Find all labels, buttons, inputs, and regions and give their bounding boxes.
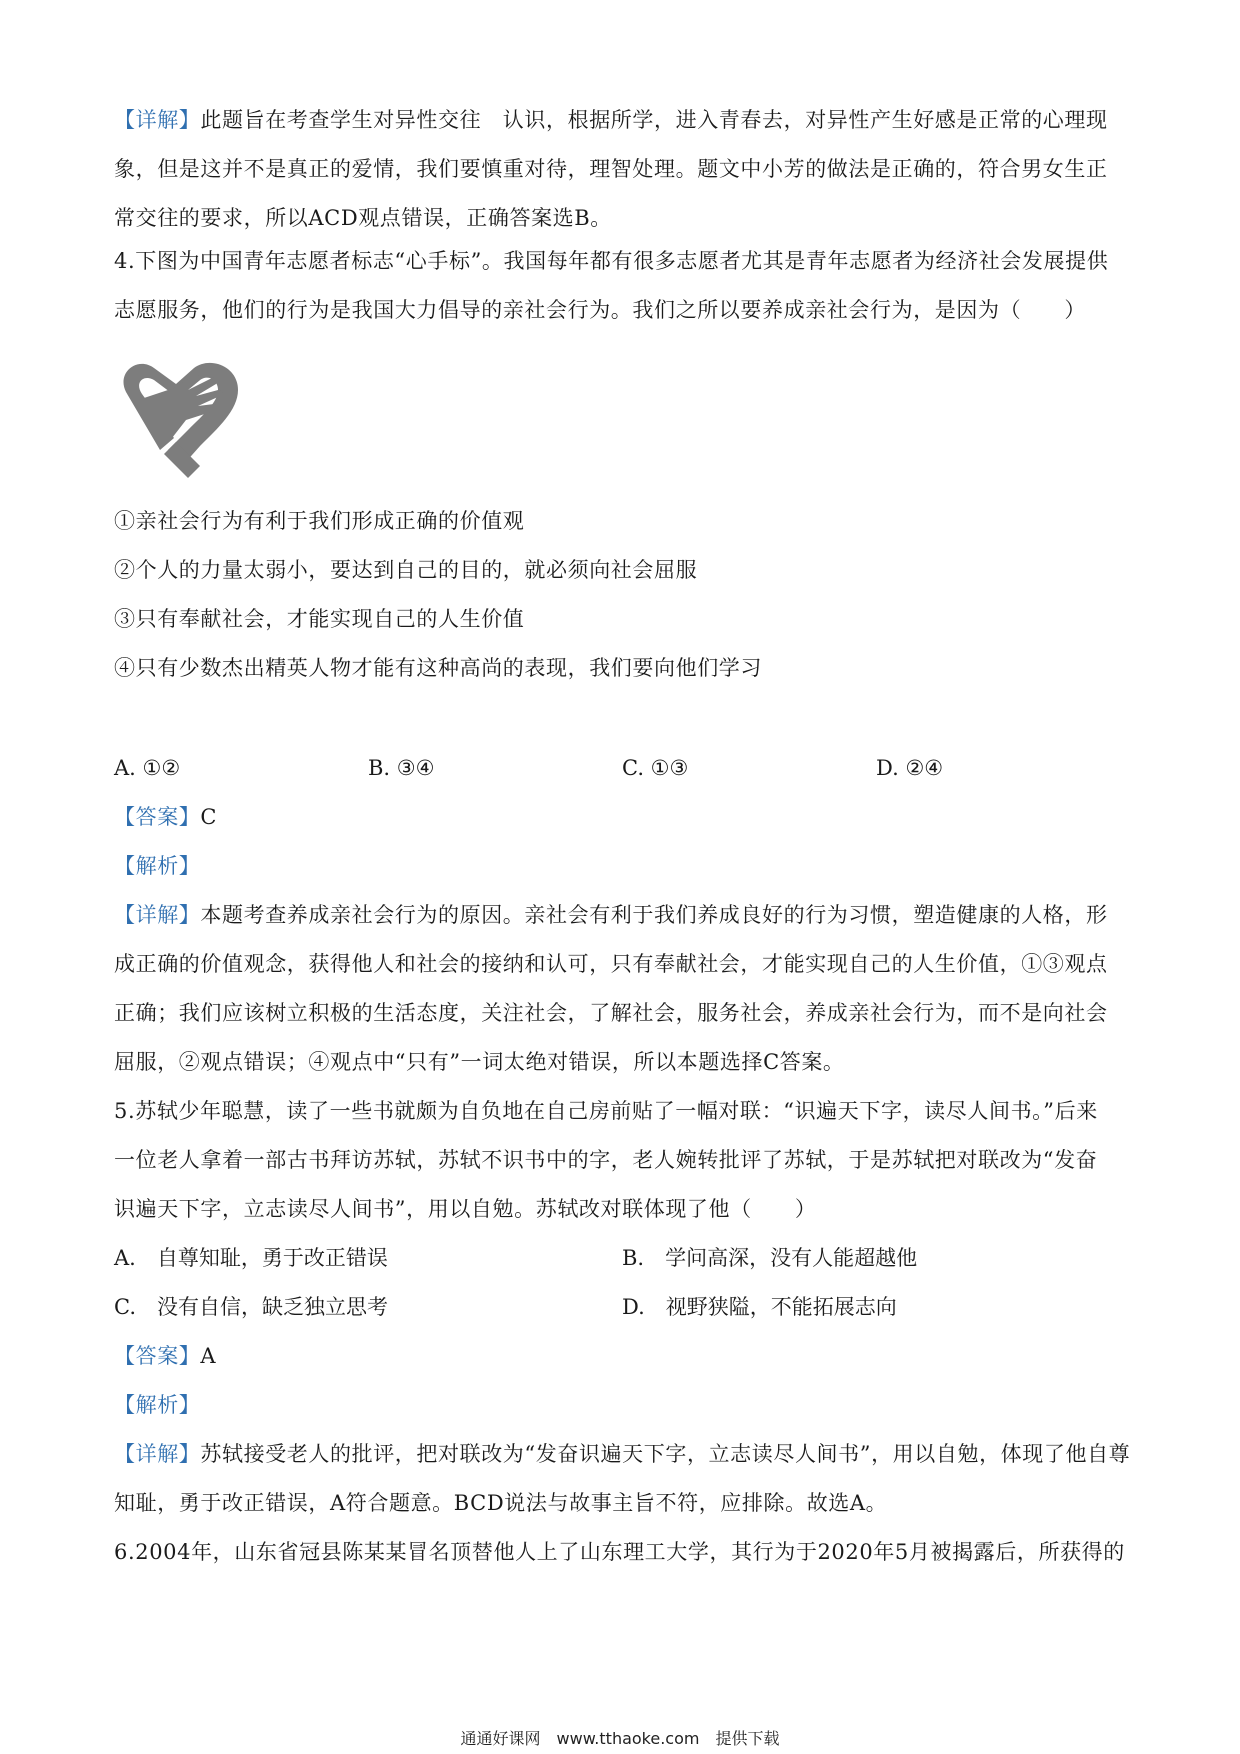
- q5-option-d: D. 视野狭隘，不能拓展志向: [622, 1295, 897, 1319]
- q4-detail-line: 成正确的价值观念，获得他人和社会的接纳和认可，只有奉献社会，才能实现自己的人生价值，①③观点: [114, 952, 1108, 976]
- analysis-tag: 【解析】: [114, 1393, 201, 1417]
- q5-stem-line: 一位老人拿着一部古书拜访苏轼，苏轼不识书中的字，老人婉转批评了苏轼，于是苏轼把对联改为“发奋: [114, 1148, 1098, 1172]
- q4-option-d: D. ②④: [876, 756, 944, 780]
- q6-stem-line: 6.2004年，山东省冠县陈某某冒名顶替他人上了山东理工大学，其行为于2020年5月被揭露后，所获得的: [114, 1540, 1125, 1564]
- q5-detail-line: 知耻，勇于改正错误，A符合题意。BCD说法与故事主旨不符，应排除。故选A。: [114, 1491, 888, 1515]
- q6-stem: [114, 1528, 1132, 1577]
- q5-option-a: A. 自尊知耻，勇于改正错误: [114, 1246, 388, 1270]
- q4-stem-line: 志愿服务，他们的行为是我国大力倡导的亲社会行为。我们之所以要养成亲社会行为，是因为（ ）: [114, 298, 1086, 322]
- q4-stem: [114, 237, 1132, 335]
- q5-stem-line: 识遍天下字，立志读尽人间书”，用以自勉。苏轼改对联体现了他（ ）: [114, 1197, 817, 1221]
- q3-detail: [114, 96, 1132, 243]
- q4-stem-line: 4.下图为中国青年志愿者标志“心手标”。我国每年都有很多志愿者尤其是青年志愿者为经济社会发展提供: [114, 249, 1109, 273]
- q5-answer: [114, 1332, 1132, 1381]
- q4-statements: [114, 497, 1132, 693]
- q4-options: [114, 744, 1132, 793]
- q4-statement: ②个人的力量太弱小，要达到自己的目的，就必须向社会屈服: [114, 558, 698, 582]
- detail-tag: 【详解】: [114, 1442, 201, 1466]
- q3-detail-line: 此题旨在考查学生对异性交往 认识，根据所学，进入青春去，对异性产生好感是正常的心理现: [200, 108, 1108, 132]
- analysis-tag: 【解析】: [114, 854, 201, 878]
- detail-tag: 【详解】: [114, 108, 201, 132]
- q4-detail-line: 屈服，②观点错误；④观点中“只有”一词太绝对错误，所以本题选择C答案。: [114, 1050, 845, 1074]
- volunteer-heart-hand-logo: [114, 354, 248, 488]
- q4-statement: ①亲社会行为有利于我们形成正确的价值观: [114, 509, 525, 533]
- q5-option-b: B. 学问高深，没有人能超越他: [622, 1246, 918, 1270]
- q4-solution: [114, 793, 1132, 1087]
- q4-option-b: B. ③④: [368, 756, 435, 780]
- q5-solution: [114, 1332, 1132, 1528]
- q4-detail-line: 本题考查养成亲社会行为的原因。亲社会有利于我们养成良好的行为习惯，塑造健康的人格，形: [200, 903, 1108, 927]
- q5-stem: [114, 1087, 1132, 1234]
- q4-answer-value: C: [200, 805, 218, 829]
- q4-option-a: A. ①②: [114, 756, 181, 780]
- detail-tag: 【详解】: [114, 903, 201, 927]
- q5-option-c: C. 没有自信，缺乏独立思考: [114, 1295, 388, 1319]
- q4-statement: ③只有奉献社会，才能实现自己的人生价值: [114, 607, 525, 631]
- q4-statement: ④只有少数杰出精英人物才能有这种高尚的表现，我们要向他们学习: [114, 656, 762, 680]
- q5-stem-line: 5.苏轼少年聪慧，读了一些书就颇为自负地在自己房前贴了一幅对联：“识遍天下字，读尽人间书。”后来: [114, 1099, 1098, 1123]
- q3-detail-line: 常交往的要求，所以ACD观点错误，正确答案选B。: [114, 206, 612, 230]
- q5-detail-line: 苏轼接受老人的批评，把对联改为“发奋识遍天下字，立志读尽人间书”，用以自勉，体现了他自尊: [200, 1442, 1131, 1466]
- q4-option-c: C. ①③: [622, 756, 689, 780]
- answer-tag: 【答案】: [114, 805, 201, 829]
- q4-answer: [114, 793, 1132, 842]
- q5-answer-value: A: [200, 1344, 217, 1368]
- page-footer: 通通好课网 www.tthaoke.com 提供下载: [460, 1729, 780, 1748]
- answer-tag: 【答案】: [114, 1344, 201, 1368]
- q3-detail-line: 象，但是这并不是真正的爱情，我们要慎重对待，理智处理。题文中小芳的做法是正确的，符合男女生正: [114, 157, 1108, 181]
- q4-detail-line: 正确；我们应该树立积极的生活态度，关注社会，了解社会，服务社会，养成亲社会行为，而不是向社会: [114, 1001, 1108, 1025]
- q5-options: [114, 1234, 1132, 1332]
